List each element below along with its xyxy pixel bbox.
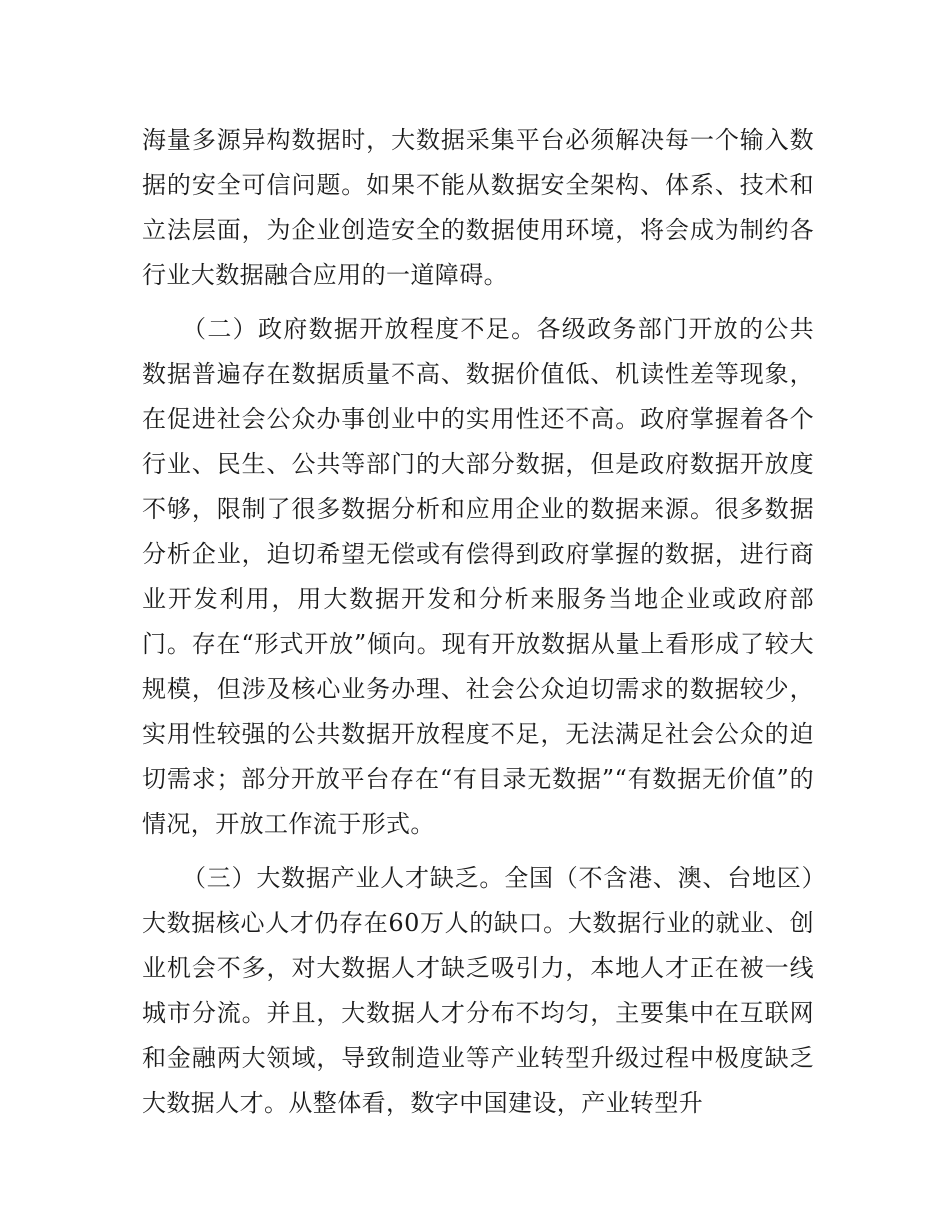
paragraph-talent-shortage: （三）大数据产业人才缺乏。全国（不含港、澳、台地区）大数据核心人才仍存在60万人的缺口。大数据行业的就业、创业机会不多，对大数据人才缺乏吸引力，本地人才正在被一线城市分流。并且，大数据人才分布不均匀，主要集中在互联网和金融两大领域，导致制造业等产业转型升级过程中极度缺乏大数据人才。从整体看，数字中国建设，产业转型升 bbox=[142, 864, 814, 1117]
document-body bbox=[142, 118, 814, 1135]
paragraph-continuation: 海量多源异构数据时，大数据采集平台必须解决每一个输入数据的安全可信问题。如果不能从数据安全架构、体系、技术和立法层面，为企业创造安全的数据使用环境，将会成为制约各行业大数据融合应用的一道障碍。 bbox=[142, 126, 814, 289]
paragraph-government-data-openness: （二）政府数据开放程度不足。各级政务部门开放的公共数据普遍存在数据质量不高、数据价值低、机读性差等现象，在促进社会公众办事创业中的实用性还不高。政府掌握着各个行业、民生、公共等部门的大部分数据，但是政府数据开放度不够，限制了很多数据分析和应用企业的数据来源。很多数据分析企业，迫切希望无偿或有偿得到政府掌握的数据，进行商业开发利用，用大数据开发和分析来服务当地企业或政府部门。存在“形式开放”倾向。现有开放数据从量上看形成了较大规模，但涉及核心业务办理、社会公众迫切需求的数据较少，实用性较强的公共数据开放程度不足，无法满足社会公众的迫切需求；部分开放平台存在“有目录无数据”“有数据无价值”的情况，开放工作流于形式。 bbox=[142, 315, 814, 838]
